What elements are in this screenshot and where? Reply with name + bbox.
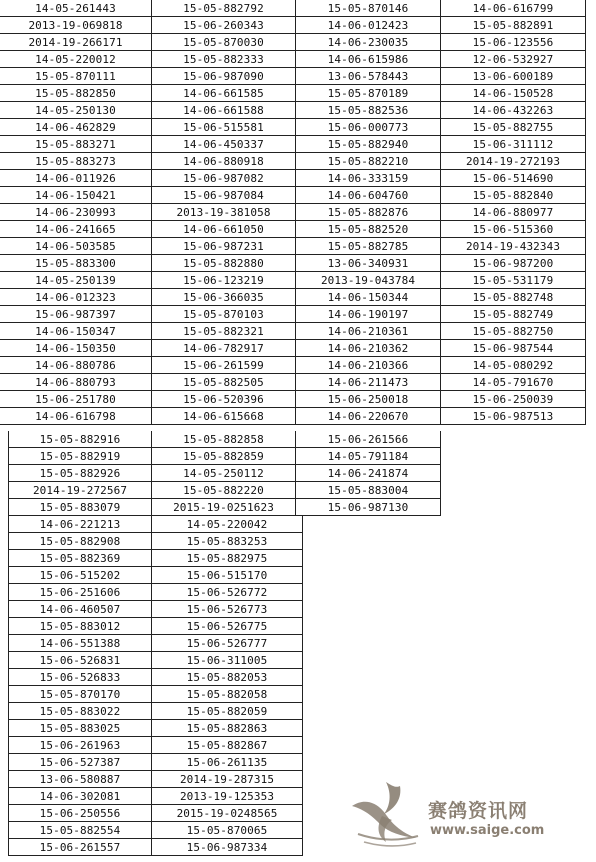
table-cell: 15-05-882859	[152, 448, 296, 465]
table-cell: 14-06-150528	[441, 85, 586, 102]
table-cell: 15-05-882750	[441, 323, 586, 340]
table-cell: 14-06-230035	[296, 34, 441, 51]
table-cell: 15-06-515202	[8, 567, 152, 584]
table-cell: 15-06-515360	[441, 221, 586, 238]
table-cell: 14-06-011926	[0, 170, 152, 187]
table-cell: 15-05-870189	[296, 85, 441, 102]
table-cell: 15-06-366035	[152, 289, 296, 306]
table-cell: 15-06-987090	[152, 68, 296, 85]
table-cell: 15-05-882876	[296, 204, 441, 221]
table-cell: 15-05-882059	[152, 703, 303, 720]
table-cell: 15-05-882220	[152, 482, 296, 499]
table-cell: 12-06-532927	[441, 51, 586, 68]
table-cell: 13-06-340931	[296, 255, 441, 272]
table-cell: 14-06-150421	[0, 187, 152, 204]
table-cell: 15-06-250039	[441, 391, 586, 408]
table-cell: 14-05-250130	[0, 102, 152, 119]
table-cell: 14-06-615668	[152, 408, 296, 425]
table-cell: 2014-19-432343	[441, 238, 586, 255]
table-cell: 15-05-882333	[152, 51, 296, 68]
table-cell: 14-05-220042	[152, 516, 303, 533]
table-cell: 15-05-883022	[8, 703, 152, 720]
table-cell: 14-06-150344	[296, 289, 441, 306]
table-cell: 13-06-600189	[441, 68, 586, 85]
watermark-site-name: 赛鸽资讯网	[428, 800, 529, 822]
table-cell: 14-06-616798	[0, 408, 152, 425]
table-cell: 14-06-880786	[0, 357, 152, 374]
table-cell: 15-05-883273	[0, 153, 152, 170]
table-cell: 15-06-526775	[152, 618, 303, 635]
table-cell: 15-05-882369	[8, 550, 152, 567]
table-cell: 14-06-661050	[152, 221, 296, 238]
pigeon-logo-icon	[346, 776, 424, 852]
table-cell: 15-05-882536	[296, 102, 441, 119]
table-cell: 14-06-432263	[441, 102, 586, 119]
table-cell: 14-05-220012	[0, 51, 152, 68]
table-cell: 14-06-661585	[152, 85, 296, 102]
table-cell: 14-06-230993	[0, 204, 152, 221]
table-cell: 2015-19-0248565	[152, 805, 303, 822]
table-cell: 14-06-604760	[296, 187, 441, 204]
table-cell: 15-05-882210	[296, 153, 441, 170]
watermark-url: www.saige.com	[430, 823, 545, 838]
table-cell: 15-05-882785	[296, 238, 441, 255]
table-cell: 14-05-080292	[441, 357, 586, 374]
table-cell: 15-05-882505	[152, 374, 296, 391]
table-cell: 15-06-123219	[152, 272, 296, 289]
table-cell: 14-06-210361	[296, 323, 441, 340]
table-cell: 14-06-241874	[296, 465, 441, 482]
table-cell: 13-06-580887	[8, 771, 152, 788]
table-cell: 15-05-870065	[152, 822, 303, 839]
table-cell: 14-05-791184	[296, 448, 441, 465]
table-cell: 15-06-250018	[296, 391, 441, 408]
table-cell: 14-06-615986	[296, 51, 441, 68]
table-cell: 15-06-520396	[152, 391, 296, 408]
table-cell: 15-06-987084	[152, 187, 296, 204]
table-cell: 15-05-882749	[441, 306, 586, 323]
table-cell: 15-05-882792	[152, 0, 296, 17]
table-cell: 14-06-210366	[296, 357, 441, 374]
table-cell: 2013-19-125353	[152, 788, 303, 805]
table-cell: 14-06-616799	[441, 0, 586, 17]
table-cell: 14-06-012323	[0, 289, 152, 306]
table-cell: 15-05-882321	[152, 323, 296, 340]
table-cell: 15-06-526833	[8, 669, 152, 686]
table-cell: 15-06-000773	[296, 119, 441, 136]
table-cell: 15-05-882053	[152, 669, 303, 686]
table-cell: 14-06-221213	[8, 516, 152, 533]
table-cell: 14-06-460507	[8, 601, 152, 618]
table-cell: 15-05-882863	[152, 720, 303, 737]
table-cell: 15-05-882748	[441, 289, 586, 306]
table-cell: 15-05-882755	[441, 119, 586, 136]
table-cell: 15-06-251606	[8, 584, 152, 601]
table-cell: 15-05-870103	[152, 306, 296, 323]
table-cell: 15-05-882908	[8, 533, 152, 550]
table-cell: 14-06-241665	[0, 221, 152, 238]
table-cell: 15-05-882916	[8, 431, 152, 448]
table-cell: 15-05-870146	[296, 0, 441, 17]
table-cell: 2014-19-266171	[0, 34, 152, 51]
table-cell: 14-05-250112	[152, 465, 296, 482]
table-cell: 15-06-987231	[152, 238, 296, 255]
table-cell: 15-06-987200	[441, 255, 586, 272]
table-cell: 15-06-261566	[296, 431, 441, 448]
table-cell: 15-05-882520	[296, 221, 441, 238]
table-cell: 15-05-882880	[152, 255, 296, 272]
table-cell: 15-05-883025	[8, 720, 152, 737]
table-cell: 15-05-883253	[152, 533, 303, 550]
table-cell: 15-06-526773	[152, 601, 303, 618]
table-cell: 2013-19-043784	[296, 272, 441, 289]
table-cell: 15-05-882850	[0, 85, 152, 102]
table-cell: 15-05-870030	[152, 34, 296, 51]
table-cell: 15-06-261599	[152, 357, 296, 374]
table-cell: 13-06-578443	[296, 68, 441, 85]
table-cell: 15-05-883300	[0, 255, 152, 272]
table-cell: 15-06-987397	[0, 306, 152, 323]
table-cell: 14-06-661588	[152, 102, 296, 119]
table-cell: 2014-19-272567	[8, 482, 152, 499]
table-cell: 15-06-123556	[441, 34, 586, 51]
table-cell: 15-05-870111	[0, 68, 152, 85]
table-cell: 14-06-012423	[296, 17, 441, 34]
table-cell: 14-06-462829	[0, 119, 152, 136]
table-cell: 15-05-882975	[152, 550, 303, 567]
table-cell: 15-05-883079	[8, 499, 152, 516]
table-cell: 15-06-261135	[152, 754, 303, 771]
watermark	[346, 776, 561, 852]
table-cell: 14-06-503585	[0, 238, 152, 255]
table-cell: 15-06-515581	[152, 119, 296, 136]
table-cell: 15-05-883012	[8, 618, 152, 635]
table-cell: 14-05-261443	[0, 0, 152, 17]
table-cell: 15-06-987334	[152, 839, 303, 856]
table-cell: 15-05-882058	[152, 686, 303, 703]
table-cell: 14-06-150347	[0, 323, 152, 340]
table-cell: 15-06-250556	[8, 805, 152, 822]
table-cell: 14-06-450337	[152, 136, 296, 153]
table-cell: 15-06-987544	[441, 340, 586, 357]
table-cell: 15-06-987130	[296, 499, 441, 516]
table-cell: 14-06-782917	[152, 340, 296, 357]
table-cell: 15-05-882858	[152, 431, 296, 448]
table-cell: 14-06-880918	[152, 153, 296, 170]
table-cell: 15-06-514690	[441, 170, 586, 187]
table-cell: 15-05-882554	[8, 822, 152, 839]
table-cell: 15-05-882919	[8, 448, 152, 465]
table-cell: 2015-19-0251623	[152, 499, 296, 516]
table-cell: 14-06-190197	[296, 306, 441, 323]
table-cell: 14-06-150350	[0, 340, 152, 357]
table-cell: 15-06-987513	[441, 408, 586, 425]
table-cell: 15-06-311005	[152, 652, 303, 669]
table-cell: 15-05-882867	[152, 737, 303, 754]
table-cell: 15-05-883004	[296, 482, 441, 499]
table-cell: 15-06-260343	[152, 17, 296, 34]
table-cell: 14-05-250139	[0, 272, 152, 289]
table-cell: 15-06-987082	[152, 170, 296, 187]
table-cell: 2013-19-069818	[0, 17, 152, 34]
table-cell: 15-06-527387	[8, 754, 152, 771]
table-cell: 14-06-211473	[296, 374, 441, 391]
table-cell: 15-06-261963	[8, 737, 152, 754]
table-cell: 15-05-882840	[441, 187, 586, 204]
table-cell: 14-06-333159	[296, 170, 441, 187]
table-cell: 14-06-880793	[0, 374, 152, 391]
table-cell: 14-06-551388	[8, 635, 152, 652]
table-cell: 2013-19-381058	[152, 204, 296, 221]
table-cell: 15-05-531179	[441, 272, 586, 289]
table-cell: 15-05-883271	[0, 136, 152, 153]
table-cell: 14-06-302081	[8, 788, 152, 805]
table-cell: 15-06-526777	[152, 635, 303, 652]
table-cell: 2014-19-272193	[441, 153, 586, 170]
table-cell: 15-06-526831	[8, 652, 152, 669]
table-cell: 15-05-882891	[441, 17, 586, 34]
table-cell: 15-06-251780	[0, 391, 152, 408]
table-cell: 15-05-870170	[8, 686, 152, 703]
table-cell: 14-06-210362	[296, 340, 441, 357]
table-cell: 14-06-220670	[296, 408, 441, 425]
table-cell: 14-05-791670	[441, 374, 586, 391]
table-cell: 2014-19-287315	[152, 771, 303, 788]
table-cell: 15-06-526772	[152, 584, 303, 601]
table-cell: 14-06-880977	[441, 204, 586, 221]
table-cell: 15-06-311112	[441, 136, 586, 153]
table-cell: 15-06-261557	[8, 839, 152, 856]
table-cell: 15-06-515170	[152, 567, 303, 584]
table-cell: 15-05-882940	[296, 136, 441, 153]
table-cell: 15-05-882926	[8, 465, 152, 482]
